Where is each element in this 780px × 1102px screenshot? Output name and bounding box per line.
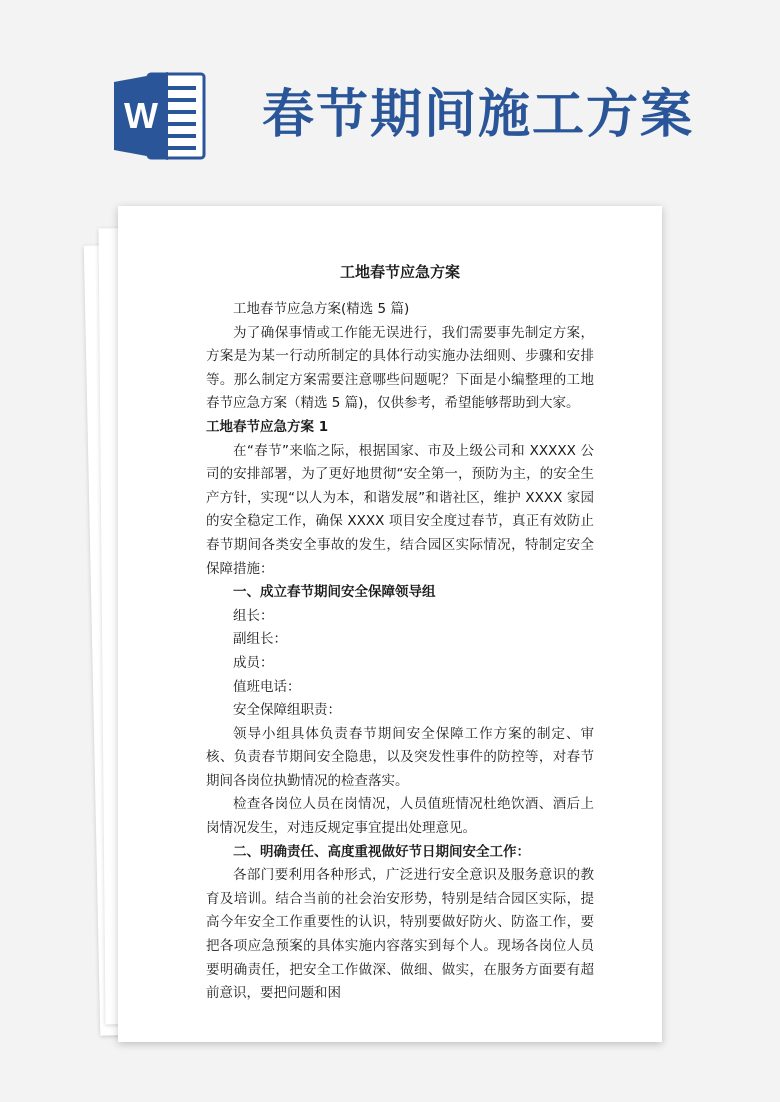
member-line: 值班电话：: [233, 678, 301, 695]
document-title: 工地春节应急方案: [339, 263, 460, 281]
heading-1: 一、成立春节期间安全保障领导组: [233, 584, 436, 601]
banner-title: 春节期间施工方案: [262, 84, 695, 145]
intro-paragraph: 为了确保事情或工作能无误进行，我们需要事先制定方案，方案是为某一行动所制定的具体行动实施办法细则、步骤和安排等。那么制定方案需要注意哪些问题呢？下面是小编整理的工地春节应急方案（精选 5 篇)，仅供参考，希望能够帮助到大家。: [206, 324, 594, 412]
document-page: [118, 206, 662, 1042]
duty-paragraph-1: 领导小组具体负责春节期间安全保障工作方案的制定、审核、负责春节期间安全隐患，以及突发性事件的防控等，对春节期间各岗位执勤情况的检查落实。: [206, 725, 594, 789]
heading-2: 二、明确责任、高度重视做好节日期间安全工作：: [233, 843, 530, 860]
banner: [0, 0, 780, 200]
section-1-title: 工地春节应急方案 1: [206, 418, 329, 435]
member-line: 组长：: [233, 607, 274, 624]
section-1-paragraph: 在“春节”来临之际，根据国家、市及上级公司和 XXXXX 公司的安排部署，为了更好地贯彻“安全第一，预防为主，的安全生产方针，实现“以人为本，和谐发展”和谐社区，维护 XXXX 家园的安全稳定工作，确保 XXXX 项目安全度过春节，真正有效防止春节期间各类安全事故的发生，结合园区实际情况，特制定安全保障措施：: [206, 442, 594, 577]
duty-paragraph-2: 检查各岗位人员在岗情况，人员值班情况杜绝饮酒、酒后上岗情况发生，对违反规定事宜提出处理意见。: [206, 796, 594, 837]
member-line: 成员：: [233, 654, 274, 671]
section-2-paragraph: 各部门要利用各种形式，广泛进行安全意识及服务意识的教育及培训。结合当前的社会治安形势，特别是结合园区实际，提高今年安全工作重要性的认识，特别要做好防火、防盗工作，要把各项应急预案的具体实施内容落实到每个人。现场各岗位人员要明确责任，把安全工作做深、做细、做实，在服务方面要有超前意识，要把问题和困: [206, 867, 594, 1002]
word-logo-letter: W: [124, 95, 158, 136]
member-line: 副组长：: [233, 631, 287, 648]
document-subtitle: 工地春节应急方案(精选 5 篇): [233, 301, 410, 317]
document-content: [206, 260, 594, 1006]
member-line: 安全保障组职责：: [233, 702, 341, 719]
word-document-icon: [112, 68, 208, 164]
